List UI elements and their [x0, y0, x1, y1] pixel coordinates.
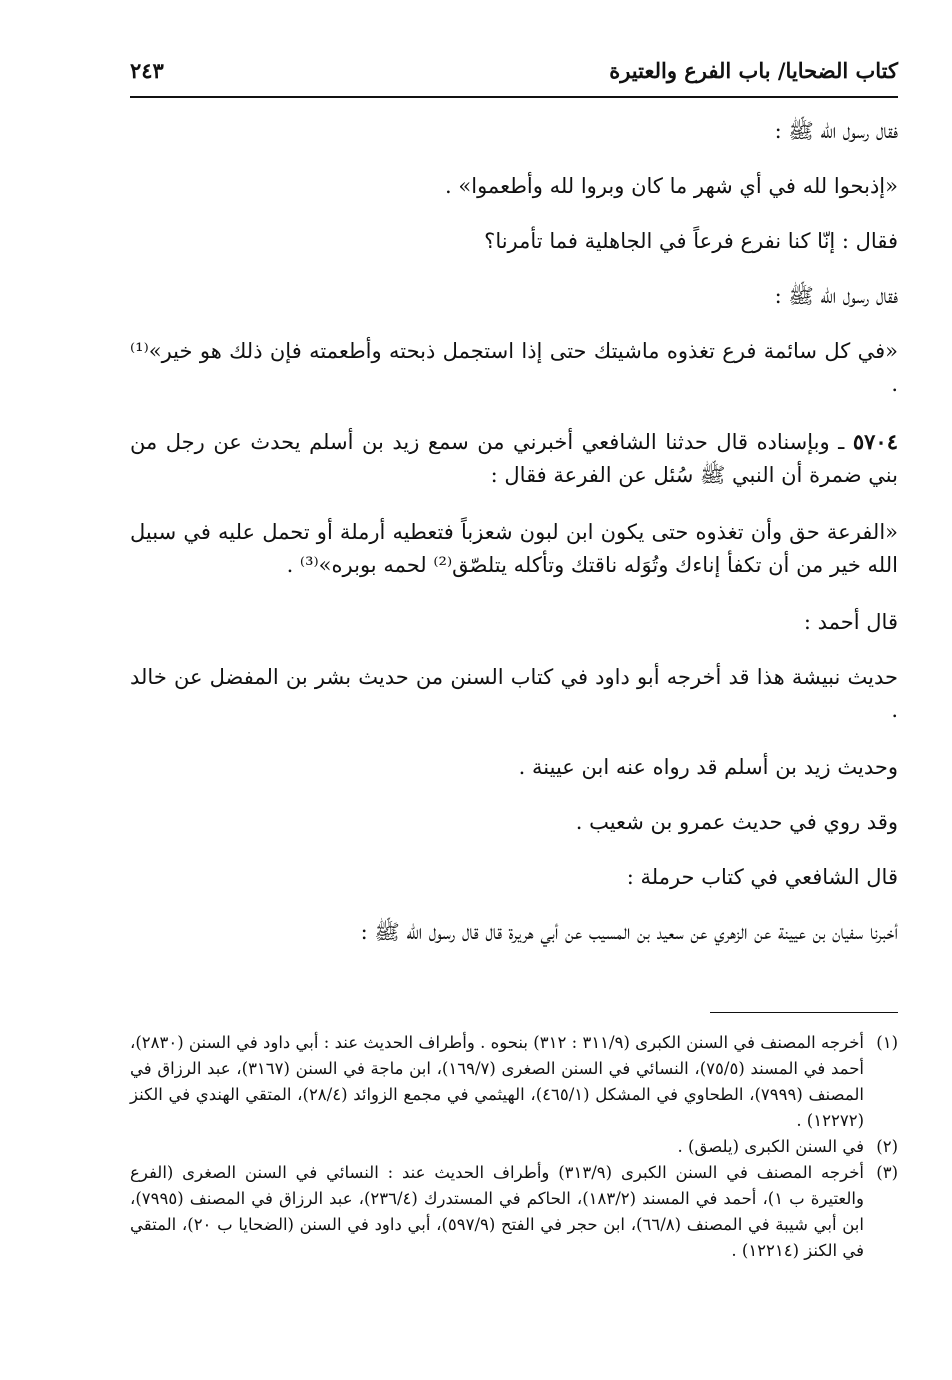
paragraph: فقال : إنّا كنا نفرع فرعاً في الجاهلية فما تأمرنا؟ [484, 229, 898, 253]
paragraph: «إذبحوا لله في أي شهر ما كان وبروا لله وأطعموا» . [445, 174, 898, 198]
paragraph: وحديث زيد بن أسلم قد رواه عنه ابن عيينة . [518, 755, 898, 779]
hadith-text: ـ وبإسناده قال حدثنا الشافعي أخبرني من سمع زيد بن أسلم يحدث عن رجل من بني ضمرة أن النبي ﷺ سُئل عن الفرعة فقال : [130, 430, 898, 487]
footnote [130, 1030, 898, 1134]
page-number: ٢٤٣ [130, 58, 164, 83]
running-header [130, 54, 898, 98]
paragraph: حديث نبيشة هذا قد أخرجه أبو داود في كتاب السنن من حديث بشر بن المفضل عن خالد . [130, 665, 898, 722]
footnote-text: أخرجه المصنف في السنن الكبرى (٣١١/٩ : ٣١٢) بنحوه . وأطراف الحديث عند : أبي داود في السنن (٢٨٣٠)، أحمد في المسند (٧٥/٥)، النسائي في السنن الصغرى (١٦٩/٧)، ابن ماجة في السنن (٣١٦٧)، عبد الرزاق في المصنف (٧٩٩٩)، الطحاوي في المشكل (٤٦٥/١)، الهيثمي في مجمع الزوائد (٢٨/٤)، المتقي الهندي في الكنز (١٢٢٧٢) . [130, 1033, 864, 1130]
paragraph: «الفرعة حق وأن تغذوه حتى يكون ابن لبون شعزباً فتعطيه أرملة أو تحمل عليه في سبيل الله خير من أن تكفأ إناءك وتُوَله ناقتك وتأكله يتلصّق⁽²⁾ لحمه بوبره»⁽³⁾ . [130, 520, 898, 577]
main-text [130, 115, 898, 973]
footnote-divider [710, 1012, 898, 1013]
hadith-number: ٥٧٠٤ [852, 429, 898, 454]
footnote [130, 1160, 898, 1264]
footnote [130, 1134, 898, 1160]
chapter-title: كتاب الضحايا/ باب الفرع والعتيرة [609, 58, 898, 83]
footnote-number: (٢) [876, 1137, 898, 1156]
paragraph: فقال رسول الله ﷺ : [774, 119, 898, 143]
footnote-text: أخرجه المصنف في السنن الكبرى (٣١٣/٩) وأطراف الحديث عند : النسائي في السنن الصغرى (الفرع والعتيرة ب ١)، أحمد في المسند (١٨٣/٢)، الحاكم في المستدرك (٢٣٦/٤)، عبد الرزاق في المصنف (٧٩٩٥)، ابن أبي شيبة في المصنف (٦٦/٨)، ابن حجر في الفتح (٥٩٧/٩)، أبي داود في السنن (الضحايا ب ٢٠)، المتقي في الكنز (١٢٢١٤) . [130, 1163, 864, 1260]
footnote-text: في السنن الكبرى (يلصق) . [677, 1137, 864, 1156]
paragraph: وقد روي في حديث عمرو بن شعيب . [575, 810, 898, 834]
footnotes [130, 1030, 898, 1264]
paragraph: قال أحمد : [803, 610, 898, 634]
paragraph: قال الشافعي في كتاب حرملة : [626, 865, 898, 889]
paragraph: أخبرنا سفيان بن عيينة عن الزهري عن سعيد بن المسيب عن أبي هريرة قال قال رسول الله ﷺ : [360, 920, 898, 944]
footnote-number: (١) [876, 1033, 898, 1052]
footnote-number: (٣) [876, 1163, 898, 1182]
paragraph: فقال رسول الله ﷺ : [774, 284, 898, 308]
hadith-paragraph [130, 425, 898, 492]
paragraph: «في كل سائمة فرع تغذوه ماشيتك حتى إذا استجمل ذبحته وأطعمته فإن ذلك هو خير»⁽¹⁾ . [130, 339, 898, 396]
